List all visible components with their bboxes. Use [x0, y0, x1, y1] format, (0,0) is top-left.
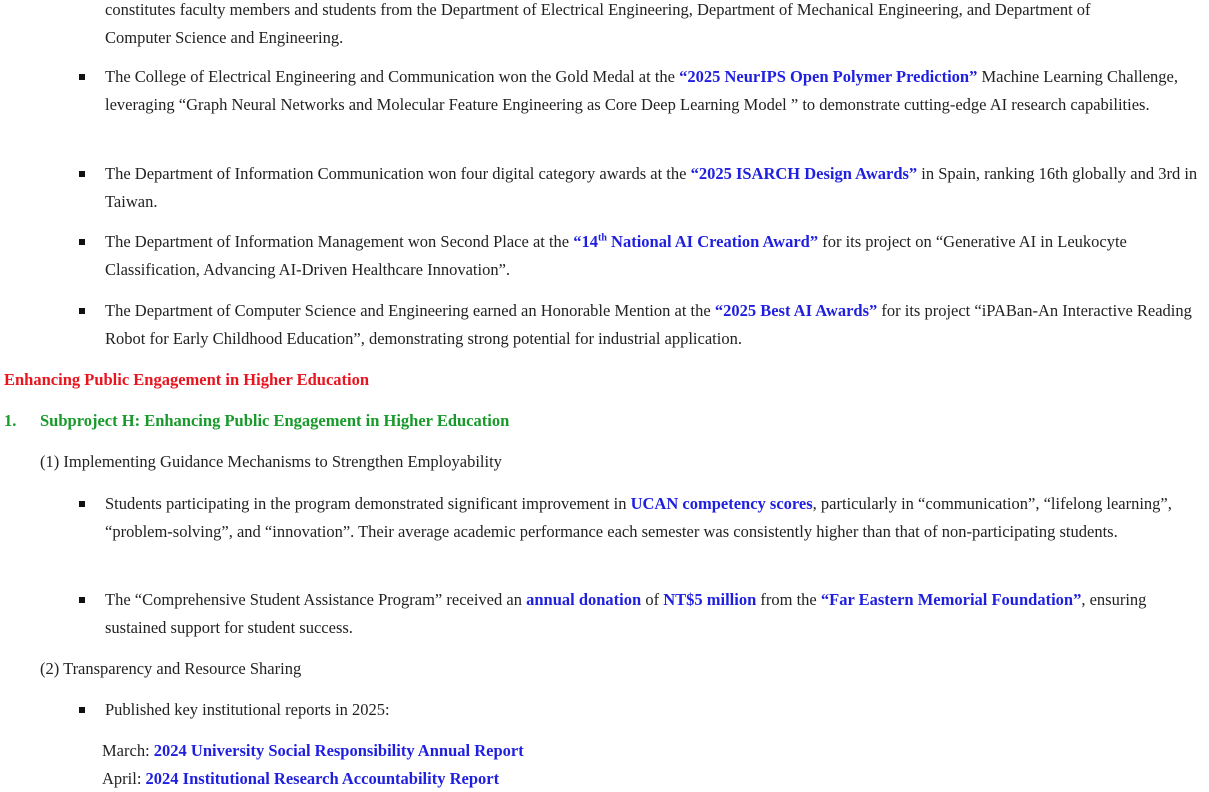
- subproject-title: Subproject H: Enhancing Public Engagement in Higher Education: [40, 411, 510, 430]
- achievement-text: for its project on “Generative AI in Leukocyte Classification, Advancing AI-Driven Healthcare Innovation”.: [105, 232, 1127, 279]
- highlight-term: “Far Eastern Memorial Foundation”: [820, 590, 1082, 609]
- bullet-marker: [79, 171, 85, 177]
- achievement-text: The Department of Computer Science and Engineering earned an Honorable Mention at the: [105, 301, 715, 320]
- award-name: “2025 Best AI Awards”: [714, 301, 878, 320]
- bullet-text: Students participating in the program demonstrated significant improvement in: [105, 494, 631, 513]
- achievement-text: in Spain, ranking 16th globally and 3rd in Taiwan.: [105, 164, 1198, 211]
- part2-title: (2) Transparency and Resource Sharing: [40, 659, 302, 678]
- award-name: “2025 NeurIPS Open Polymer Prediction”: [679, 67, 978, 86]
- report-entry: [102, 737, 524, 765]
- award-name: “2025 ISARCH Design Awards”: [690, 164, 918, 183]
- highlight-term: UCAN competency scores: [630, 494, 813, 513]
- part1-bullet: [105, 490, 1205, 545]
- achievement-text: for its project “iPABan-An Interactive Reading Robot for Early Childhood Education”, demonstrating strong potential for industrial application.: [105, 301, 1192, 348]
- highlight-term: NT$5 million: [663, 590, 757, 609]
- award-name-part: National AI Creation Award”: [606, 232, 819, 251]
- achievement-text: The Department of Information Communication won four digital category awards at the: [105, 164, 691, 183]
- award-name: [573, 232, 818, 251]
- report-link[interactable]: 2024 University Social Responsibility Annual Report: [153, 741, 524, 760]
- section-heading: Enhancing Public Engagement in Higher Education: [4, 370, 370, 389]
- bullet-marker: [79, 597, 85, 603]
- bullet-text: from the: [756, 590, 821, 609]
- part1-bullet: [105, 586, 1205, 641]
- achievement-item: [105, 63, 1205, 118]
- report-entry: [102, 765, 499, 792]
- achievement-text: The College of Electrical Engineering and Communication won the Gold Medal at the: [105, 67, 680, 86]
- report-link[interactable]: 2024 Institutional Research Accountability Report: [145, 769, 500, 788]
- bullet-text: of: [641, 590, 664, 609]
- achievement-item: [105, 297, 1205, 352]
- bullet-marker: [79, 707, 85, 713]
- subproject-number: 1.: [4, 411, 17, 430]
- bullet-marker: [79, 239, 85, 245]
- part1-title: (1) Implementing Guidance Mechanisms to Strengthen Employability: [40, 452, 502, 471]
- bullet-text: The “Comprehensive Student Assistance Program” received an: [105, 590, 527, 609]
- ordinal-suffix: th: [598, 232, 607, 244]
- achievement-item: [105, 228, 1205, 283]
- bullet-marker: [79, 308, 85, 314]
- intro-line-1: constitutes faculty members and students from the Department of Electrical Engineering, Department of Mechanical Engineering, and Department of: [105, 0, 1091, 19]
- intro-fragment: [105, 0, 1205, 51]
- achievement-item: [105, 160, 1205, 215]
- intro-line-2: Computer Science and Engineering.: [105, 27, 344, 47]
- part2-bullet: Published key institutional reports in 2025:: [105, 700, 390, 719]
- bullet-text: , ensuring sustained support for student success.: [105, 590, 1147, 637]
- achievement-text: Machine Learning Challenge, leveraging “Graph Neural Networks and Molecular Feature Engineering as Core Deep Learning Model ” to demonstrate cutting-edge AI research capabilities.: [105, 67, 1179, 114]
- bullet-marker: [79, 74, 85, 80]
- highlight-term: annual donation: [526, 590, 642, 609]
- bullet-marker: [79, 501, 85, 507]
- achievement-text: The Department of Information Management won Second Place at the: [105, 232, 574, 251]
- report-month: March:: [102, 741, 154, 760]
- bullet-text: , particularly in “communication”, “lifelong learning”, “problem-solving”, and “innovation”. Their average academic performance each semester was consistently higher than that of non-participating students.: [105, 494, 1172, 541]
- award-name-part: “14: [573, 232, 599, 251]
- report-month: April:: [102, 769, 146, 788]
